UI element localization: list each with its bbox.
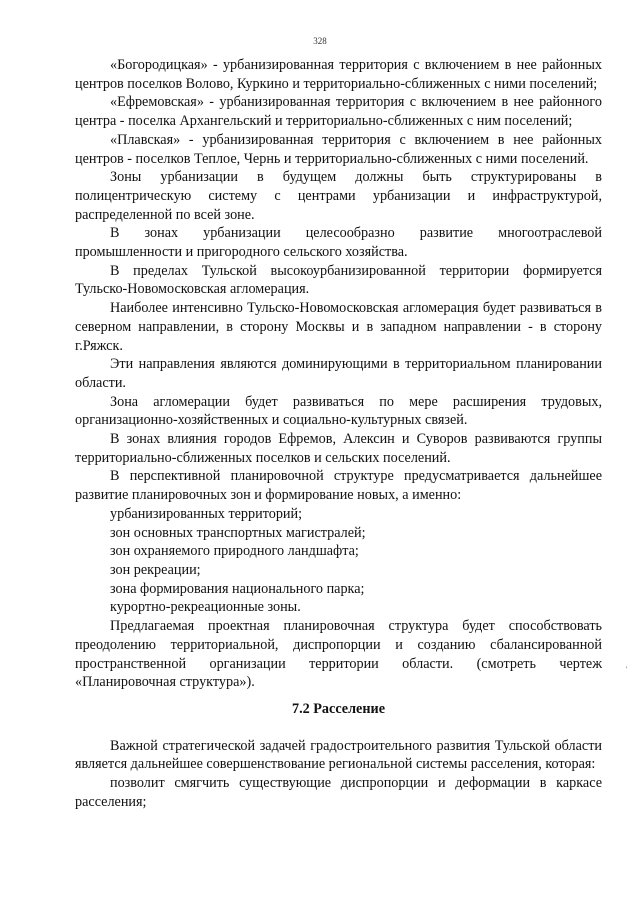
paragraph: Эти направления являются доминирующими в территориальном планировании области.: [75, 356, 602, 391]
paragraph: В перспективной планировочной структуре предусматривается дальнейшее развитие планировочных зон и формирование новых, а именно:: [75, 468, 602, 504]
paragraph: В зонах урбанизации целесообразно развитие многоотраслевой промышленности и пригородного сельского хозяйства.: [75, 225, 602, 261]
paragraph: позволит смягчить существующие диспропорции и деформации в каркасе расселения;: [75, 775, 602, 810]
paragraph: «Богородицкая» - урбанизированная территория с включением в нее районных центров поселков Волово, Куркино и территориально-сближенных с ними поселений;: [75, 57, 602, 92]
paragraph: Зоны урбанизации в будущем должны быть структурированы в полицентрическую систему с центрами урбанизации и инфраструктурой, распределенной по всей зоне.: [75, 169, 602, 223]
list-item: зона формирования национального парка;: [110, 580, 365, 597]
list-item: зон охраняемого природного ландшафта;: [110, 543, 359, 560]
list-item: зон основных транспортных магистралей;: [110, 524, 366, 541]
page-content: [75, 56, 602, 811]
paragraph: Предлагаемая проектная планировочная структура будет способствовать преодолению территориальной, диспропорции и созданию сбалансированной пространственной организации территории области. (смотреть чертеж «Планировочная структура»).: [75, 618, 602, 691]
paragraph: Важной стратегической задачей градостроительного развития Тульской области является дальнейшее совершенствование региональной системы расселения, которая:: [75, 737, 602, 773]
paragraph: «Плавская» - урбанизированная территория с включением в нее районных центров - поселков Теплое, Чернь и территориально-сближенных с ними поселений.: [75, 131, 602, 167]
scan-mark: ': [626, 665, 628, 674]
list-item: курортно-рекреационные зоны.: [110, 599, 301, 616]
paragraph: Наиболее интенсивно Тульско-Новомосковская агломерация будет развиваться в северном направлении, в сторону Москвы и в западном направлении - в сторону г.Ряжск.: [75, 300, 602, 354]
section-heading: 7.2 Расселение: [291, 700, 385, 717]
paragraph: Зона агломерации будет развиваться по мере расширения трудовых, организационно-хозяйственных и социально-культурных связей.: [75, 393, 602, 429]
list-item: урбанизированных территорий;: [110, 505, 303, 522]
page-number: 328: [313, 36, 327, 46]
paragraph: «Ефремовская» - урбанизированная территория с включением в нее районного центра - поселка Архангельский и территориально-сближенных с ним поселений;: [75, 94, 602, 130]
list-item: зон рекреации;: [110, 561, 201, 578]
paragraph: В пределах Тульской высокоурбанизированной территории формируется Тульско-Новомосковская агломерация.: [75, 262, 602, 298]
paragraph: В зонах влияния городов Ефремов, Алексин и Суворов развиваются группы территориально-сближенных поселков и сельских поселений.: [75, 431, 602, 466]
